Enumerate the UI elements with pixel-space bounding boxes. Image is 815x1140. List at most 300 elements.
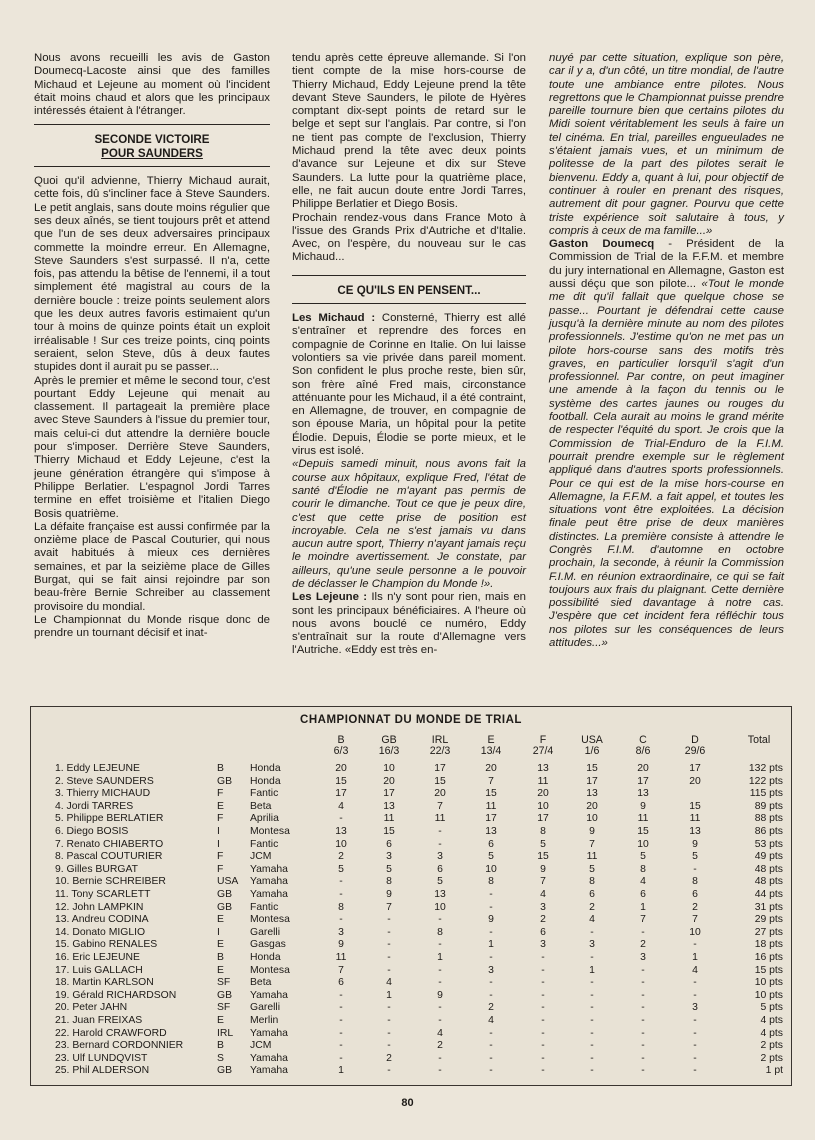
round-country: D [691,734,699,746]
round-points: - [438,1015,442,1026]
round-points: - [590,952,594,963]
round-points: - [641,964,645,976]
round-points: 5 [488,851,494,863]
rider-bike: Yamaha [250,889,288,900]
round-points: - [641,989,645,1001]
round-points: 11 [434,813,446,825]
round-points: - [339,1015,343,1026]
rider-name: 13. Andreu CODINA [55,914,149,926]
round-points: 8 [640,863,646,875]
round-points: - [489,989,493,1001]
rider-country: F [217,863,224,875]
rider-country: B [217,952,224,963]
round-points: - [387,1065,391,1077]
table-row [31,939,791,951]
round-points: - [590,1065,594,1077]
round-points: 13 [335,826,347,837]
total-points: 1 pt [765,1065,783,1077]
rider-name: 22. Harold CRAWFORD [55,1027,167,1039]
rider-bike: Garelli [250,926,281,938]
standings-table [30,706,792,1086]
round-date: 16/3 [378,745,400,758]
round-points: 10 [637,838,649,850]
round-points: 11 [383,813,395,825]
round-points: - [387,1015,391,1026]
table-row [31,889,791,901]
total-points: 4 pts [760,1027,783,1039]
round-points: 6 [437,863,443,875]
round-points: 13 [586,788,598,800]
rider-bike: Yamaha [250,989,288,1001]
table-row [31,1002,791,1014]
rider-name: 23. Ulf LUNDQVIST [55,1052,148,1064]
rider-name: 5. Philippe BERLATIER [55,813,164,825]
round-points: 4 [437,1027,443,1039]
rider-name: 12. John LAMPKIN [55,901,144,913]
rider-country: SF [217,1002,231,1014]
round-points: - [339,914,343,926]
total-points: 10 pts [754,977,783,989]
round-points: - [641,1015,645,1026]
round-points: 1 [589,964,595,976]
rider-name: 8. Pascal COUTURIER [55,851,163,863]
round-points: 3 [692,1002,698,1014]
round-points: - [541,1015,545,1026]
round-points: - [489,889,493,900]
round-points: - [641,1027,645,1039]
rider-country: B [217,1040,224,1052]
round-points: 3 [437,851,443,863]
section-rule [34,124,270,125]
total-points: 2 pts [760,1052,783,1064]
round-points: 5 [640,851,646,863]
round-points: 8 [386,876,392,888]
rider-country: E [217,914,224,926]
round-points: - [541,977,545,989]
round-points: 20 [434,788,446,800]
article-column-1 [34,52,270,640]
round-points: 9 [437,989,443,1001]
round-date: 6/3 [333,745,349,758]
round-points: 13 [689,826,701,837]
round-points: - [387,1040,391,1052]
article-column-3 [549,52,784,650]
rider-name: 23. Bernard CORDONNIER [55,1040,184,1052]
round-points: - [541,1040,545,1052]
round-points: 1 [488,939,494,951]
round-points: 10 [537,800,549,812]
round-points: - [641,926,645,938]
table-row [31,788,791,800]
table-row [31,801,791,813]
round-points: - [339,1027,343,1039]
rider-country: S [217,1052,224,1064]
round-points: 7 [589,838,595,850]
round-points: - [489,926,493,938]
round-points: - [387,1002,391,1014]
round-points: 20 [586,800,598,812]
round-points: 1 [386,989,392,1001]
rider-name: 18. Martin KARLSON [55,977,154,989]
rider-name: 7. Renato CHIABERTO [55,838,164,850]
round-country: E [487,734,495,746]
table-row [31,813,791,825]
body-paragraph: Les Lejeune : Ils n'y sont pour rien, mais en sont les principaux bénéficiaires. A l'heure où nous avons bouclé ce numéro, Eddy s'entraînait sur la route d'Allemagne vers l'Autriche. «Eddy est très en- [292,591,526,657]
round-points: 5 [338,863,344,875]
round-points: 2 [437,1040,443,1052]
round-points: - [641,1040,645,1052]
round-country: B [337,734,345,746]
round-points: 4 [488,1015,494,1026]
total-points: 10 pts [754,989,783,1001]
round-points: 1 [692,952,698,963]
rider-country: I [217,838,220,850]
section-heading: SECONDE VICTOIRE POUR SAUNDERS [94,133,210,160]
round-points: 11 [537,775,549,787]
round-points: - [693,1027,697,1039]
round-points: 7 [692,914,698,926]
round-points: - [590,926,594,938]
total-points: 86 pts [754,826,783,837]
round-date: 1/6 [584,745,600,758]
round-points: 15 [689,800,701,812]
round-country: F [539,734,547,746]
rider-bike: Yamaha [250,863,288,875]
round-points: - [590,1002,594,1014]
rider-name: 11. Tony SCARLETT [55,889,151,900]
round-points: 20 [335,763,347,774]
total-points: 115 pts [749,788,783,800]
round-points: - [489,1065,493,1077]
round-points: 3 [386,851,392,863]
round-points: 15 [637,826,649,837]
round-points: - [641,1002,645,1014]
round-points: 13 [637,788,649,800]
body-paragraph: Le Championnat du Monde risque donc de prendre un tournant décisif et inat- [34,613,270,640]
round-points: - [693,1065,697,1077]
round-header [321,735,361,758]
round-points: 8 [437,926,443,938]
round-points: 9 [338,939,344,951]
total-points: 18 pts [754,939,783,951]
round-points: 11 [689,813,701,825]
rider-name: 14. Donato MIGLIO [55,926,146,938]
round-points: 2 [386,1052,392,1064]
round-points: 17 [537,813,549,825]
rider-country: GB [217,989,233,1001]
round-points: - [541,964,545,976]
rider-name: 15. Gabino RENALES [55,939,158,951]
round-points: 3 [488,964,494,976]
round-points: - [387,964,391,976]
rider-country: B [217,763,224,774]
round-date: 27/4 [532,745,554,758]
round-points: 9 [692,838,698,850]
round-points: 1 [338,1065,344,1077]
table-row [31,864,791,876]
table-row [31,1065,791,1077]
round-points: - [590,1015,594,1026]
round-points: - [590,1052,594,1064]
round-points: 4 [692,964,698,976]
round-points: - [693,1015,697,1026]
round-points: 3 [540,901,546,913]
round-points: 2 [640,939,646,951]
section-heading: CE QU'ILS EN PENSENT... [337,283,481,297]
round-points: 7 [386,901,392,913]
quote-paragraph: «Depuis samedi minuit, nous avons fait la course aux hôpitaux, explique Fred, l'état de santé d'Élodie ne m'ayant pas permis de courir le dimanche. Tout ce que je peux dire, c'est que cette prise de position est incroyable. Cela ne s'est jamais vu dans aucun autre sport, Thierry n'ayant jamais reçu le moindre avertissement. Je constate, par ailleurs, qu'une seule personne a le pouvoir de déclasser le Champion du Monde !». [292,458,526,590]
round-points: - [387,939,391,951]
round-header [420,735,460,758]
round-points: - [541,1065,545,1077]
round-points: - [438,1002,442,1014]
table-row [31,763,791,775]
rider-country: GB [217,901,233,913]
rider-bike: JCM [250,851,272,863]
round-points: - [693,989,697,1001]
table-row [31,1040,791,1052]
round-points: 15 [383,826,395,837]
round-points: 8 [692,876,698,888]
table-row [31,965,791,977]
rider-name: 6. Diego BOSIS [55,826,129,837]
round-points: - [438,939,442,951]
round-points: - [438,914,442,926]
round-country: GB [381,734,397,746]
round-points: - [387,914,391,926]
body-paragraph: tendu après cette épreuve allemande. Si l'on tient compte de la mise hors-course de Thierry Michaud, Eddy Lejeune prend la tête devant Steve Saunders, le pilote de Hyères comptant dix-sept points de retard sur le belge et sept sur l'anglais. Par contre, si l'on ne tient pas compte de l'exclusion, Thierry Michaud prend la tête avec deux points d'avance sur Lejeune et dix sur Steve Saunders. La lutte pour la quatrième place, elle, ne fait aucun doute entre Jordi Tarres, Philippe Berlatier et Diego Bosis. [292,52,526,211]
rider-bike: Merlin [250,1015,279,1026]
round-points: 8 [540,826,546,837]
rider-country: SF [217,977,231,989]
round-header [369,735,409,758]
round-points: - [641,1052,645,1064]
round-points: 15 [434,775,446,787]
round-points: 6 [338,977,344,989]
total-points: 89 pts [754,800,783,812]
rider-country: USA [217,876,239,888]
round-points: - [541,989,545,1001]
rider-bike: JCM [250,1040,272,1052]
round-points: - [339,876,343,888]
rider-bike: Aprilia [250,813,279,825]
round-points: 7 [338,964,344,976]
round-points: 4 [589,914,595,926]
round-header [675,735,715,758]
rider-bike: Yamaha [250,1052,288,1064]
rider-bike: Fantic [250,788,279,800]
round-points: - [489,1052,493,1064]
round-points: 17 [335,788,347,800]
table-row [31,876,791,888]
round-points: 2 [589,901,595,913]
rider-name: 16. Eric LEJEUNE [55,952,140,963]
round-points: 11 [586,851,598,863]
table-row [31,990,791,1002]
round-points: - [438,1065,442,1077]
round-country: IRL [431,734,449,746]
round-points: 11 [637,813,649,825]
rider-country: E [217,800,224,812]
rider-bike: Gasgas [250,939,286,951]
round-points: 4 [338,800,344,812]
round-header [471,735,511,758]
round-points: 17 [637,775,649,787]
table-row [31,826,791,838]
total-points: 15 pts [754,964,783,976]
rider-name: 9. Gilles BURGAT [55,863,138,875]
section-rule [34,166,270,167]
total-points: 53 pts [754,838,783,850]
round-points: - [693,863,697,875]
round-points: - [590,977,594,989]
total-points: 29 pts [754,914,783,926]
rider-country: GB [217,889,233,900]
round-points: - [590,1027,594,1039]
round-points: 5 [437,876,443,888]
round-points: 20 [485,763,497,774]
rider-name: 3. Thierry MICHAUD [55,788,151,800]
round-points: 9 [386,889,392,900]
total-points: 88 pts [754,813,783,825]
round-points: - [438,826,442,837]
round-points: 4 [386,977,392,989]
table-title: CHAMPIONNAT DU MONDE DE TRIAL [300,714,522,726]
total-points: 44 pts [754,889,783,900]
round-points: - [387,926,391,938]
round-points: 20 [383,775,395,787]
round-points: - [339,989,343,1001]
round-points: 10 [586,813,598,825]
round-points: 15 [485,788,497,800]
round-points: - [541,1052,545,1064]
rider-bike: Fantic [250,901,279,913]
round-points: 2 [488,1002,494,1014]
round-points: 3 [338,926,344,938]
round-points: 8 [589,876,595,888]
round-points: 6 [386,838,392,850]
round-points: 3 [640,952,646,963]
round-date: 22/3 [429,745,451,758]
round-points: 9 [540,863,546,875]
total-points: 49 pts [754,851,783,863]
round-points: 2 [338,851,344,863]
round-points: - [489,1027,493,1039]
round-points: - [693,977,697,989]
round-points: 17 [434,763,446,774]
rider-bike: Honda [250,775,281,787]
round-points: 6 [488,838,494,850]
rider-bike: Fantic [250,838,279,850]
round-points: 9 [589,826,595,837]
round-header [572,735,612,758]
round-points: - [489,1040,493,1052]
rider-name: 1. Eddy LEJEUNE [55,763,140,774]
body-paragraph: Les Michaud : Consterné, Thierry est allé s'entraîner et reprendre des forces en compagnie de Corinne en Italie. On lui laisse volontiers sa vie privée dans pareil moment. Son confident le plus proche reste, bien sûr, son frère aîné Fred mais, circonstance atténuante pour les Michaud, il a été contraint, en Allemagne, de trouver, en compagnie de son épouse Maria, un hôpital pour la petite Élodie. Depuis, Élodie se porte mieux, et le virus est isolé. [292,312,526,458]
rider-name: 10. Bernie SCHREIBER [55,876,166,888]
round-points: 7 [640,914,646,926]
rider-name: 19. Gérald RICHARDSON [55,989,177,1001]
round-points: 5 [540,838,546,850]
round-points: - [339,889,343,900]
round-points: - [489,952,493,963]
round-points: 6 [589,889,595,900]
rider-bike: Montesa [250,964,290,976]
round-points: 4 [640,876,646,888]
table-row [31,977,791,989]
round-header [523,735,563,758]
round-points: 4 [540,889,546,900]
round-points: 8 [488,876,494,888]
round-points: 10 [485,863,497,875]
round-points: - [339,1052,343,1064]
intro-paragraph: Nous avons recueilli les avis de Gaston Doumecq-Lacoste ainsi que des familles Michaud et Lejeune au moment où l'incident était moins chaud et alors que les principaux intéressés étaient à l'étranger. [34,52,270,118]
round-points: - [641,977,645,989]
round-points: - [438,1052,442,1064]
round-header [623,735,663,758]
round-points: 17 [689,763,701,774]
round-points: 2 [692,901,698,913]
round-points: - [489,977,493,989]
table-row [31,952,791,964]
total-points: 4 pts [760,1015,783,1026]
round-points: 7 [488,775,494,787]
round-points: 10 [383,763,395,774]
rider-name: 4. Jordi TARRES [55,800,134,812]
round-points: 13 [383,800,395,812]
round-points: 8 [338,901,344,913]
table-row [31,776,791,788]
rider-country: E [217,1015,224,1026]
body-paragraph: Après le premier et même le second tour, c'est pourtant Eddy Lejeune qui menait au classement. Il partageait la première place avec Steve Saunders à l'issue du premier tour, mais celui-ci dut attendre la dernière boucle pour s'imposer. Derrière Steve Saunders, Thierry Michaud et Eddy Lejeune, c'est la jeune génération étrangère qui s'impose à Philippe Berlatier. L'espagnol Jordi Tarres termine en effet troisième et l'italien Diego Bosis quatrième. [34,374,270,520]
table-row [31,851,791,863]
round-points: - [641,1065,645,1077]
table-row [31,902,791,914]
round-points: 17 [485,813,497,825]
table-row [31,1028,791,1040]
rider-bike: Garelli [250,1002,281,1014]
round-date: 13/4 [480,745,502,758]
section-rule [292,303,526,304]
article-column-2 [292,52,526,658]
body-paragraph: Prochain rendez-vous dans France Moto à l'issue des Grands Prix d'Autriche et d'Italie. Avec, on l'espère, du nouveau sur le cas Michaud... [292,211,526,264]
round-points: 2 [540,914,546,926]
rider-bike: Yamaha [250,1065,288,1077]
quote-paragraph: nuyé par cette situation, explique son père, car il y a, d'un côté, un titre mondial, de l'autre toute une ambiance entre pilotes. Nous regrettons que le Championnat puisse prendre pareille tournure bien que certains pilotes du Midi soient véritablement les seuls à faire un tel cinéma. En trial, pareilles engueulades ne s'étaient jamais vues, et un minimum de politesse de la part des pilotes serait le bienvenu. Eddy a, quant à lui, pour objectif de continuer à rouler en prenant des risques, autrement dit pour gagner. Pourvu que cette triste expérience soit salutaire à tous, y compris à ceux de ma famille...» [549,52,784,237]
rider-country: I [217,826,220,837]
round-points: 13 [434,889,446,900]
round-points: 15 [586,763,598,774]
round-points: 6 [692,889,698,900]
round-date: 8/6 [635,745,651,758]
round-points: 15 [335,775,347,787]
body-paragraph: Quoi qu'il advienne, Thierry Michaud aurait, cette fois, dû s'incliner face à Steve Saunders. Le petit anglais, sans doute moins régulier que ses deux aînés, se tient toujours prêt et attend que l'un de ses deux adversaires principaux commette la moindre erreur. En Allemagne, Steve Saunders s'est surpassé. Il n'a, cette fois, pas attendu la bêtise de l'ennemi, il a tout simplement été magistral au cours de la dernière boucle : treize points seulement alors que les deux autres favoris estimaient qu'un tour à moins de quinze points était un exploit irréalisable ! Sur ces treize points, cinq points seraient, selon Steve, dûs à deux fautes stupides dont il aurait pu se passer... [34,175,270,374]
round-points: - [541,1002,545,1014]
rider-country: F [217,851,224,863]
rider-country: I [217,926,220,938]
total-header: Total [747,734,771,746]
total-points: 16 pts [754,952,783,963]
round-points: 20 [537,788,549,800]
rider-country: F [217,788,224,800]
round-points: 1 [640,901,646,913]
rider-name: 25. Phil ALDERSON [55,1065,150,1077]
total-points: 132 pts [748,763,783,774]
rider-name: 20. Peter JAHN [55,1002,128,1014]
round-points: 5 [386,863,392,875]
round-points: 7 [540,876,546,888]
rider-name: 17. Luis GALLACH [55,964,143,976]
